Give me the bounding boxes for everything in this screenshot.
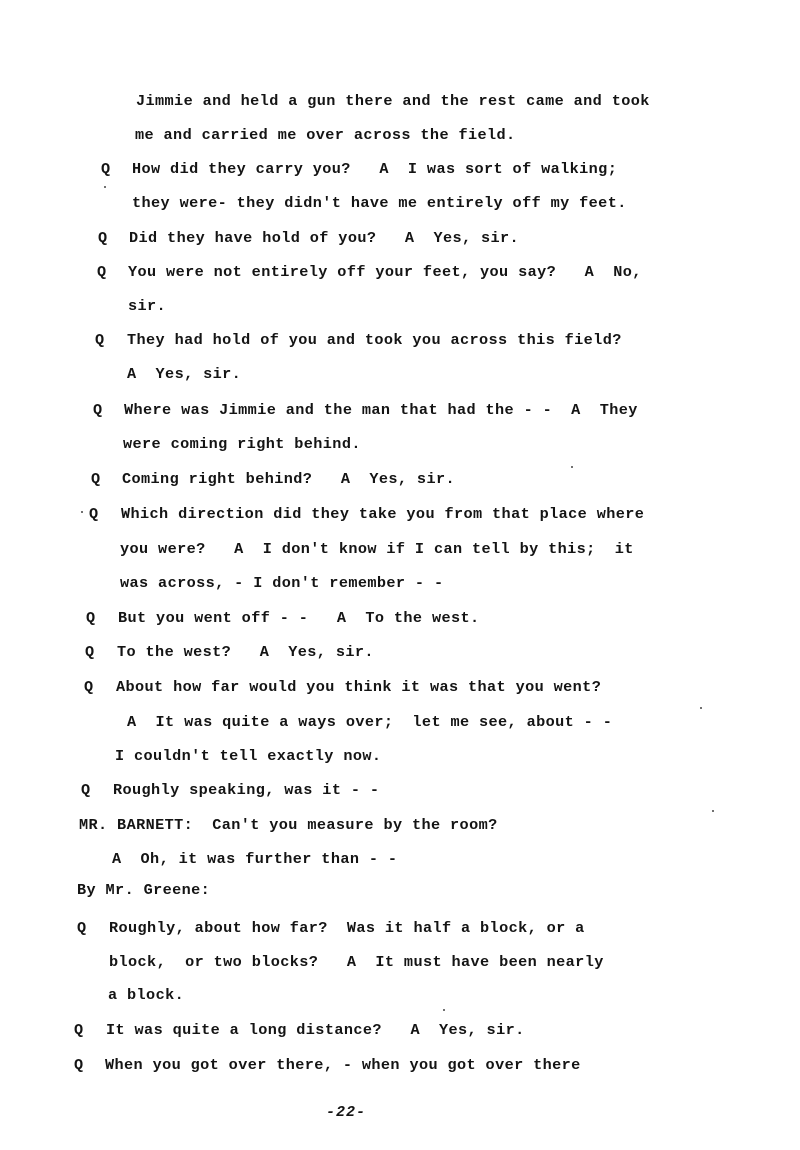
transcript-line: How did they carry you? A I was sort of walking; <box>132 160 618 178</box>
transcript-line: It was quite a long distance? A Yes, sir. <box>106 1021 525 1039</box>
transcript-line: were coming right behind. <box>123 435 361 453</box>
transcript-line: When you got over there, - when you got over there <box>105 1056 581 1074</box>
scan-speck <box>81 511 83 513</box>
scan-speck <box>571 466 573 468</box>
page-number: -22- <box>326 1104 367 1121</box>
transcript-line: you were? A I don't know if I can tell by this; it <box>120 540 634 558</box>
question-marker: Q <box>77 919 87 937</box>
transcript-line: Coming right behind? A Yes, sir. <box>122 470 455 488</box>
question-marker: Q <box>86 609 96 627</box>
question-marker: Q <box>89 505 99 523</box>
transcript-line: Did they have hold of you? A Yes, sir. <box>129 229 520 247</box>
transcript-line: Jimmie and held a gun there and the rest came and took <box>136 92 650 110</box>
question-marker: Q <box>81 781 91 799</box>
question-marker: Q <box>74 1056 84 1074</box>
transcript-line: Roughly, about how far? Was it half a block, or a <box>109 919 585 937</box>
question-marker: Q <box>91 470 101 488</box>
transcript-line: a block. <box>108 986 185 1004</box>
question-marker: Q <box>97 263 107 281</box>
transcript-line: About how far would you think it was that you went? <box>116 678 602 696</box>
scan-speck <box>700 707 702 709</box>
transcript-line: Where was Jimmie and the man that had the - - A They <box>124 401 638 419</box>
transcript-line: they were- they didn't have me entirely off my feet. <box>132 194 627 212</box>
scan-speck <box>712 810 714 812</box>
transcript-line: was across, - I don't remember - - <box>120 574 444 592</box>
answer-line: A It was quite a ways over; let me see, about - - <box>127 713 613 731</box>
transcript-line: But you went off - - A To the west. <box>118 609 480 627</box>
transcript-line: I couldn't tell exactly now. <box>115 747 382 765</box>
question-marker: Q <box>95 331 105 349</box>
transcript-line: me and carried me over across the field. <box>135 126 516 144</box>
question-marker: Q <box>84 678 94 696</box>
answer-line: A Oh, it was further than - - <box>112 850 398 868</box>
examiner-heading: By Mr. Greene: <box>77 881 211 899</box>
question-marker: Q <box>93 401 103 419</box>
transcript-line: To the west? A Yes, sir. <box>117 643 374 661</box>
question-marker: Q <box>101 160 111 178</box>
question-marker: Q <box>98 229 108 247</box>
transcript-line: You were not entirely off your feet, you say? A No, <box>128 263 642 281</box>
scan-speck <box>104 186 106 188</box>
transcript-line: Roughly speaking, was it - - <box>113 781 380 799</box>
scan-speck <box>443 1009 445 1011</box>
question-marker: Q <box>85 643 95 661</box>
transcript-line: Which direction did they take you from that place where <box>121 505 645 523</box>
transcript-line: block, or two blocks? A It must have been nearly <box>109 953 604 971</box>
question-marker: Q <box>74 1021 84 1039</box>
speaker-line: MR. BARNETT: Can't you measure by the room? <box>79 816 498 834</box>
answer-line: A Yes, sir. <box>127 365 242 383</box>
transcript-line: sir. <box>128 297 167 315</box>
transcript-line: They had hold of you and took you across this field? <box>127 331 622 349</box>
